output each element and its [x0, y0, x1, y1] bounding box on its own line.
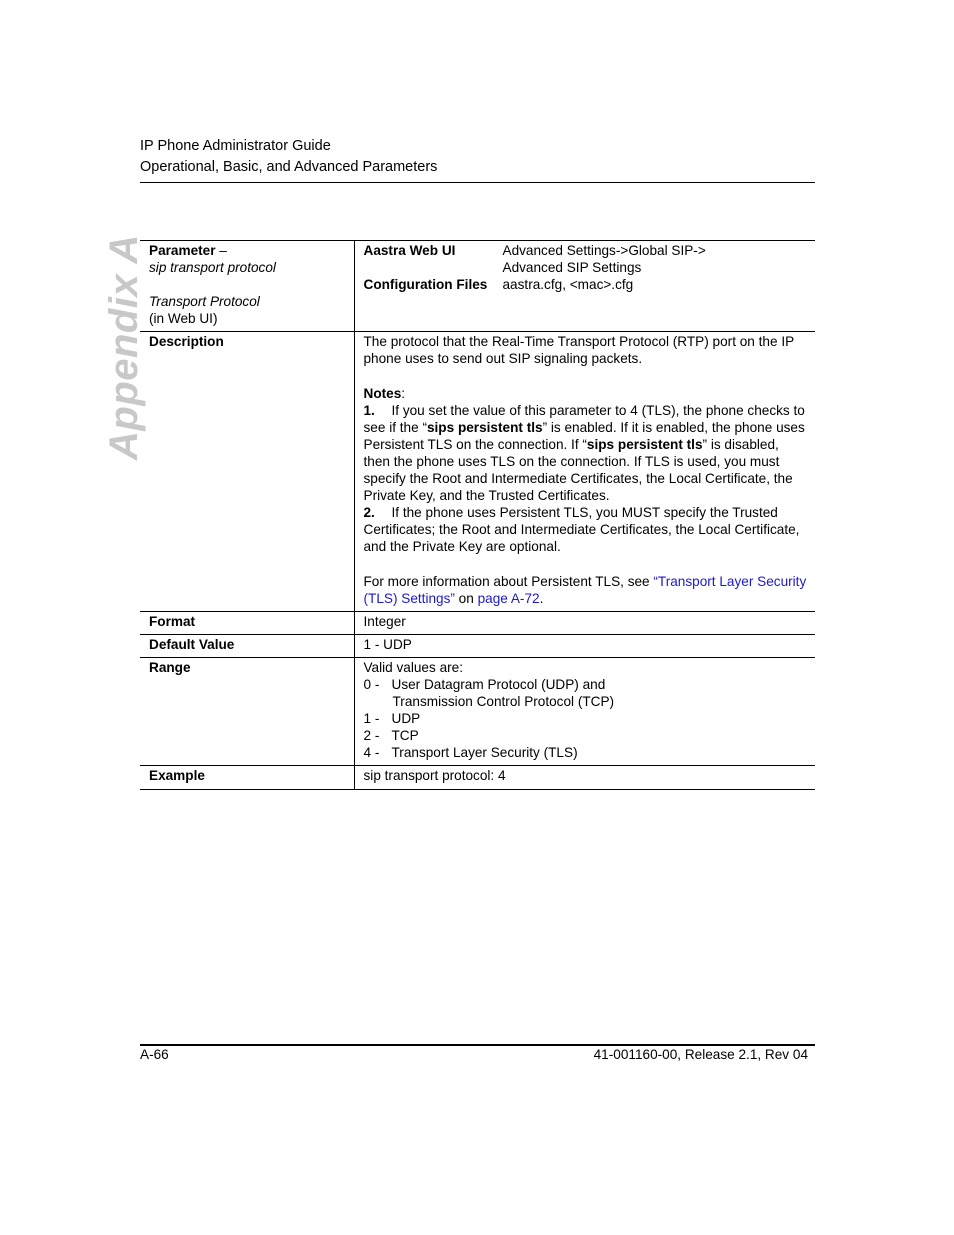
example-value: sip transport protocol: 4 [354, 766, 815, 789]
range-intro: Valid values are: [363, 659, 463, 675]
document-id: 41-001160-00, Release 2.1, Rev 04 [593, 1047, 808, 1062]
header-rule [140, 182, 815, 183]
description-label: Description [140, 332, 354, 611]
config-files-value: aastra.cfg, <mac>.cfg [502, 277, 634, 293]
range-item: 4 - Transport Layer Security (TLS) [363, 745, 578, 761]
range-cell [354, 657, 815, 766]
page-number: A-66 [140, 1047, 169, 1062]
aastra-web-ui-label: Aastra Web UI [363, 243, 456, 258]
header-title: IP Phone Administrator Guide [140, 138, 331, 154]
aastra-web-ui-path-2: Advanced SIP Settings [502, 260, 642, 276]
range-item: 1 - UDP [363, 711, 421, 727]
parameter-name: sip transport protocol [149, 260, 276, 276]
page-a72-link[interactable]: page A-72 [477, 590, 540, 606]
description-cell: The protocol that the Real-Time Transport Protocol (RTP) port on the IP phone uses to send out SIP signaling packets. Notes: 1. If you set the value of this parameter to 4 (TLS), the phone checks to see if the “sips persistent tls” is enabled. If it is enabled, the phone uses Persistent TLS on the connection. If “sips persistent tls” is disabled, then the phone uses TLS on the connection. If TLS is used, you must specify the Root and Intermediate Certificates, the Local Certificate, the Private Key, and the Trusted Certificates. 2. If the phone uses Persistent TLS, you MUST specify the Trusted Certificates; the Root and Intermediate Certificates, the Local Certificate, and the Private Key are optional. For more information about Persistent TLS, see “Transport Layer Security (TLS) Settings” on page A-72. [354, 332, 815, 611]
config-files-label: Configuration Files [363, 277, 488, 293]
table-row-format [140, 611, 815, 634]
table-row-description [140, 332, 815, 611]
footer-rule [140, 1044, 815, 1046]
table-row-default [140, 634, 815, 657]
webui-name: Transport Protocol [149, 294, 260, 310]
note-2-number: 2. [363, 505, 375, 521]
location-cell [354, 241, 815, 332]
parameter-dash: – [215, 243, 227, 258]
header-subtitle: Operational, Basic, and Advanced Parameters [140, 159, 438, 175]
table-row-example [140, 766, 815, 789]
note-1-number: 1. [363, 402, 375, 418]
table-row-range [140, 657, 815, 766]
example-label: Example [140, 766, 354, 789]
tls-settings-link[interactable]: “Transport Layer Security (TLS) Settings” [363, 573, 807, 606]
webui-note: (in Web UI) [149, 311, 218, 327]
notes-label: Notes [363, 385, 402, 401]
format-value: Integer [354, 611, 815, 634]
parameter-cell [140, 241, 354, 332]
range-item: 2 - TCP [363, 728, 419, 744]
range-label: Range [140, 657, 354, 766]
default-value: 1 - UDP [354, 634, 815, 657]
range-item: 0 - User Datagram Protocol (UDP) and Transmission Control Protocol (TCP) [363, 676, 615, 710]
default-value-label: Default Value [140, 634, 354, 657]
table-row-parameter [140, 241, 815, 332]
parameter-table [140, 240, 815, 790]
appendix-side-tab: Appendix A [102, 234, 146, 460]
note-2: 2. If the phone uses Persistent TLS, you MUST specify the Trusted Certificates; the Root and Intermediate Certificates, the Local Certificate, and the Private Key are optional. [363, 505, 800, 555]
more-info: For more information about Persistent TLS, see “Transport Layer Security (TLS) Settings” on page A-72. [363, 573, 807, 606]
format-label: Format [140, 611, 354, 634]
aastra-web-ui-path-1: Advanced Settings->Global SIP-> [502, 243, 706, 258]
note-1: 1. If you set the value of this parameter to 4 (TLS), the phone checks to see if the “sips persistent tls” is enabled. If it is enabled, the phone uses Persistent TLS on the connection. If “sips persistent tls” is disabled, then the phone uses TLS on the connection. If TLS is used, you must specify the Root and Intermediate Certificates, the Local Certificate, the Private Key, and the Trusted Certificates. [363, 402, 805, 504]
parameter-label: Parameter [149, 243, 216, 258]
description-text: The protocol that the Real-Time Transport Protocol (RTP) port on the IP phone uses to send out SIP signaling packets. [363, 334, 794, 367]
running-header [140, 136, 437, 178]
